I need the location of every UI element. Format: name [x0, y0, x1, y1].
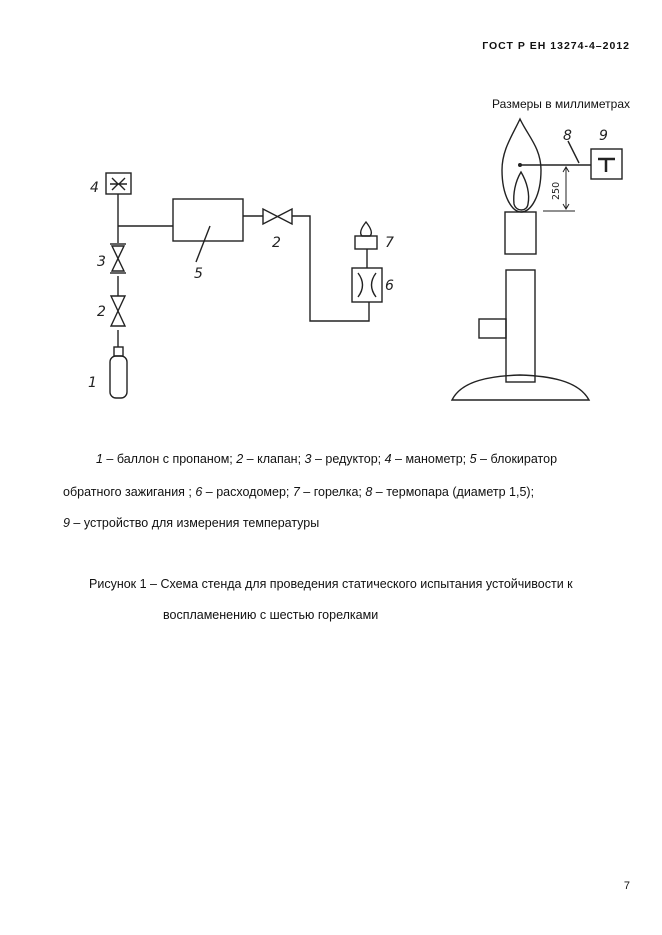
label-valve-horizontal: 2	[272, 235, 281, 251]
legend-item: 9 – устройство для измерения температуры	[63, 516, 320, 530]
legend-item: 3 – редуктор;	[304, 452, 385, 466]
label-small-burner: 7	[385, 235, 394, 251]
figure-caption-line-1: Рисунок 1 – Схема стенда для проведения статического испытания устойчивости к	[89, 577, 573, 591]
valve-vertical-icon	[111, 296, 125, 326]
manometer-icon	[106, 173, 131, 194]
legend-line-2: обратного зажигания ; 6 – расходомер; 7 – горелка; 8 – термопара (диаметр 1,5);	[63, 485, 535, 499]
valve-horizontal-icon	[263, 209, 292, 224]
page-number: 7	[623, 880, 630, 892]
label-thermocouple: 8	[563, 128, 572, 144]
flowmeter-icon	[352, 268, 382, 302]
legend-line-3	[63, 517, 319, 530]
bunsen-burner-icon	[452, 119, 589, 400]
figure-caption-line-2: воспламенению с шестью горелками	[163, 608, 379, 622]
label-arrestor: 5	[194, 266, 203, 282]
document-code: ГОСТ Р ЕН 13274-4–2012	[482, 40, 630, 52]
dimensions-note: Размеры в миллиметрах	[492, 97, 630, 111]
label-temperature-meter: 9	[599, 128, 608, 144]
legend-item: 8 – термопара (диаметр 1,5);	[365, 485, 535, 499]
legend-item: 1 – баллон с пропаном;	[96, 452, 237, 466]
flashback-arrestor-box	[173, 199, 243, 241]
thermocouple-junction	[518, 163, 522, 167]
small-burner-icon	[355, 222, 377, 249]
propane-cylinder-icon	[110, 347, 127, 398]
legend-item: 2 – клапан;	[236, 452, 305, 466]
legend-item: 5 – блокиратор	[469, 452, 558, 466]
leader-line-5	[196, 226, 210, 262]
label-dimension-250: 250	[551, 181, 562, 200]
label-valve-vertical: 2	[97, 304, 106, 320]
leader-line-8	[568, 141, 579, 163]
legend-line-1	[96, 453, 557, 466]
label-reducer: 3	[97, 254, 106, 270]
label-cylinder: 1	[88, 375, 97, 391]
reducer-icon	[110, 244, 126, 273]
temperature-meter-icon	[591, 149, 622, 179]
legend-item: 4 – манометр;	[384, 452, 470, 466]
label-manometer: 4	[90, 180, 99, 196]
label-flowmeter: 6	[385, 278, 394, 294]
legend-item: 7 – горелка;	[292, 485, 366, 499]
legend-item: 6 – расходомер;	[195, 485, 293, 499]
